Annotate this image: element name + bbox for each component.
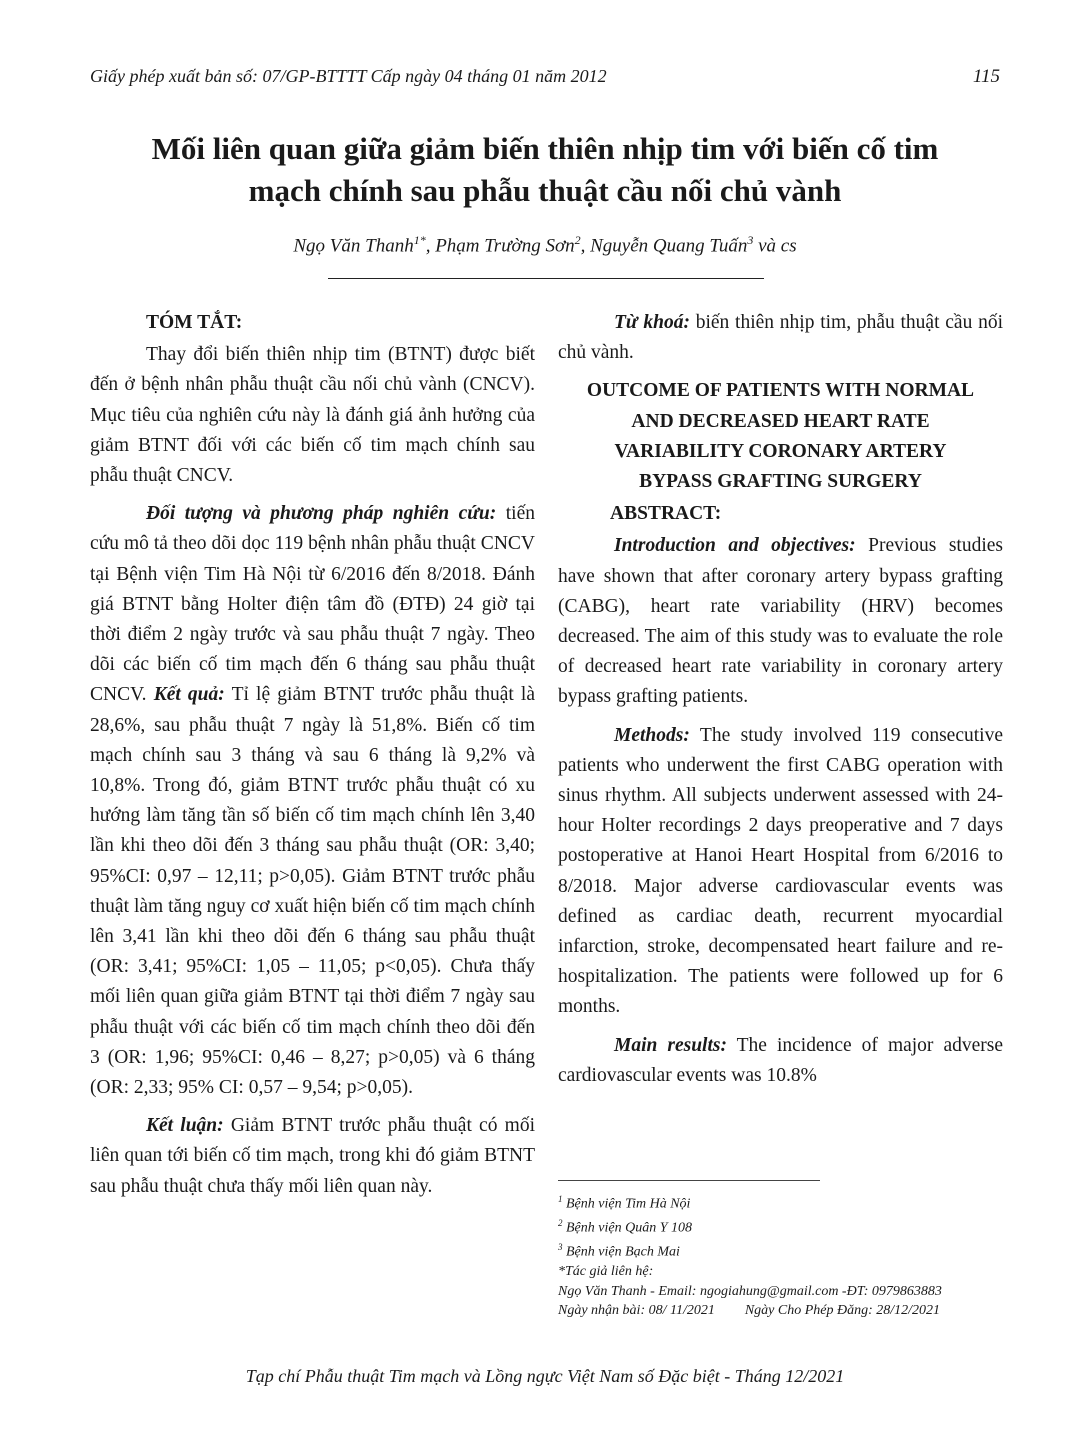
summary-heading: TÓM TẮT: [146,312,243,333]
journal-footer: Tạp chí Phẫu thuật Tim mạch và Lồng ngực Việt Nam số Đặc biệt - Tháng 12/2021 [245,1366,845,1386]
summary-paragraph-1: Thay đổi biến thiên nhịp tim (BTNT) được biết đến ở bệnh nhân phẫu thuật cầu nối chủ vành (CNCV). Mục tiêu của nghiên cứu này là đánh giá ảnh hưởng của giảm BTNT đối với các biến cố tim mạch chính sau phẫu thuật CNCV. [90,344,535,487]
summary-paragraph-2 [90,499,535,1103]
conclusion-text-vi: Giảm BTNT trước phẫu thuật có mối liên quan tới biến cố tim mạch, trong khi đó giảm BTNT sau phẫu thuật chưa thấy mối liên quan này. [90,1115,535,1197]
author-3: Nguyễn Quang Tuấn [590,235,748,257]
english-title-line: AND DECREASED HEART RATE [631,410,930,432]
affil-text: Bệnh viện Tim Hà Nội [562,1196,691,1212]
abstract-methods [558,721,1003,1023]
summary-paragraph-3 [90,1111,535,1202]
title-divider [328,278,764,279]
results-text-vi: Tỉ lệ giảm BTNT trước phẫu thuật là 28,6%, sau phẫu thuật 7 ngày là 51,8%. Biến cố tim mạch chính sau 3 tháng và sau 6 tháng là 9,2% và 10,8%. Trong đó, giảm BTNT trước phẫu thuật có xu hướng làm tăng tần số biến cố tim mạch chính lên 3,40 lần khi theo dõi đến 3 tháng sau phẫu thuật (OR: 3,40; 95%CI: 0,97 – 12,11; p>0,05). Giảm BTNT trước phẫu thuật làm tăng nguy cơ xuất hiện biến cố tim mạch chính lên 3,41 lần khi theo dõi đến 6 tháng sau phẫu thuật (OR: 3,41; 95%CI: 1,05 – 11,05; p<0,05). Chưa thấy mối liên quan giữa giảm BTNT tại thời điểm 7 ngày sau phẫu thuật với các biến cố tim mạch chính theo dõi đến 3 (OR: 1,96; 95%CI: 0,46 – 8,27; p>0,05) và 6 tháng (OR: 2,33; 95% CI: 0,57 – 9,54; p>0,05). [90,684,536,1099]
abstract-results [558,1031,1003,1091]
page-number: 115 [972,66,1000,87]
affil-text: Bệnh viện Quân Y 108 [562,1220,692,1236]
methods-text-vi: tiến cứu mô tả theo dõi dọc 119 bệnh nhân phẫu thuật CNCV tại Bệnh viện Tim Hà Nội từ 6/2016 đến 8/2018. Đánh giá BTNT bằng Holter điện tâm đồ (ĐTĐ) 24 giờ tại thời điểm 2 ngày trước và sau phẫu thuật 7 ngày. Theo dõi các biến cố tim mạch đến 6 tháng sau phẫu thuật CNCV. [90,503,536,706]
affiliation-3 [558,1238,1003,1262]
conclusion-label-vi: Kết luận: [146,1115,224,1137]
left-column [90,308,535,1210]
methods-text: The study involved 119 consecutive patients who underwent the first CABG operation with sinus rhythm. All subjects underwent assessed with 24-hour Holter recordings 2 days preoperative and 7 days postoperative at Hanoi Heart Hospital from 6/2016 to 8/2018. Major adverse cardiovascular events was defined as cardiac death, recurrent myocardial infarction, stroke, decompensated heart failure and re-hospitalization. The patients were followed up for 6 months. [558,724,1003,1018]
title-line-2: mạch chính sau phẫu thuật cầu nối chủ vành [248,173,842,208]
keywords-label: Từ khoá: [614,312,690,333]
results-label-vi: Kết quả: [153,684,225,706]
author-tail: và cs [753,235,797,257]
affil-marker: 2 [558,1218,563,1229]
dates [558,1301,1003,1321]
keywords [558,308,1003,368]
affil-text: Bệnh viện Bạch Mai [562,1244,680,1260]
keywords-text: biến thiên nhịp tim, phẫu thuật cầu nối chủ vành. [558,312,1004,364]
running-header [90,66,1000,92]
footnote-divider [558,1180,820,1181]
english-title-line: OUTCOME OF PATIENTS WITH NORMAL [586,380,975,402]
affil-marker: 3 [558,1242,563,1253]
author-3-affil: 3 [747,233,754,247]
corresponding-author-label: *Tác giả liên hệ: [558,1264,654,1280]
footnotes [558,1190,1003,1321]
author-2: Phạm Trường Sơn [435,235,575,257]
affiliation-1 [558,1190,1003,1214]
results-text: The incidence of major adverse cardiovascular events was 10.8% [558,1034,1003,1086]
author-sep: , [425,235,436,257]
right-column [558,308,1003,1099]
english-title [558,376,1003,497]
author-1: Ngọ Văn Thanh [293,235,414,257]
contact-info: Ngọ Văn Thanh - Email: ngogiahung@gmail.com -ĐT: 0979863883 [558,1283,942,1299]
english-title-line: VARIABILITY CORONARY ARTERY [614,440,947,462]
author-2-affil: 2 [574,233,581,247]
title-line-1: Mối liên quan giữa giảm biến thiên nhịp tim với biến cố tim [151,131,939,166]
abstract-heading: ABSTRACT: [610,503,722,525]
accepted-date: Ngày Cho Phép Đăng: 28/12/2021 [744,1303,941,1319]
abstract-intro [558,531,1003,712]
license-text: Giấy phép xuất bản số: 07/GP-BTTTT Cấp ngày 04 tháng 01 năm 2012 [90,66,607,86]
methods-label-vi: Đối tượng và phương pháp nghiên cứu: [146,503,497,525]
affiliation-2 [558,1214,1003,1238]
intro-text: Previous studies have shown that after coronary artery bypass grafting (CABG), heart rate variability (HRV) becomes decreased. The aim of this study was to evaluate the role of decreased heart rate variability in coronary artery bypass grafting patients. [558,535,1003,708]
methods-label: Methods: [614,724,690,746]
author-sep: , [580,235,591,257]
intro-label: Introduction and objectives: [614,535,856,557]
received-date: Ngày nhận bài: 08/ 11/2021 [558,1303,715,1319]
article-title [90,128,1000,212]
english-title-line: BYPASS GRAFTING SURGERY [639,471,922,493]
author-1-affil: 1* [413,233,426,247]
results-label: Main results: [614,1034,727,1056]
affil-marker: 1 [558,1194,563,1204]
author-list [90,233,1000,257]
